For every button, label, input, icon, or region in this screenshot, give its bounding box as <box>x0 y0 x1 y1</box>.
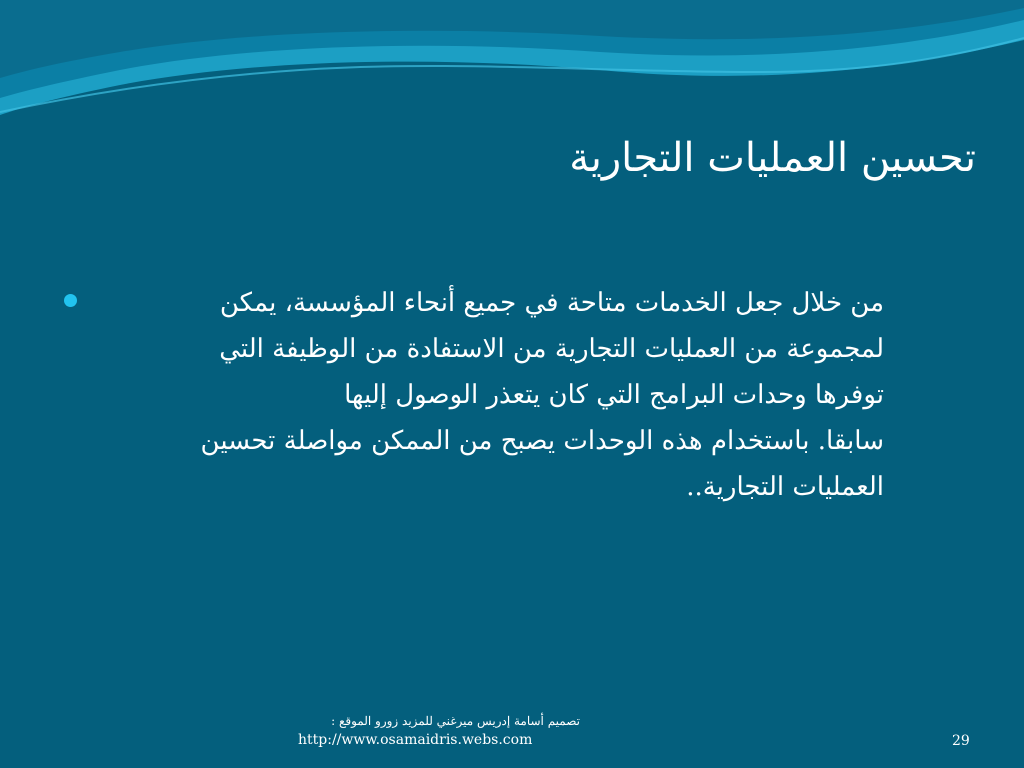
body-line: توفرها وحدات البرامج التي كان يتعذر الوصول إليها <box>344 380 884 410</box>
slide-number: 29 <box>952 733 970 749</box>
body-line: لمجموعة من العمليات التجارية من الاستفادة من الوظيفة التي <box>219 334 884 364</box>
bullet-dot-icon <box>64 294 77 307</box>
slide-body-text <box>84 280 884 510</box>
footer-url-link[interactable]: http://www.osamaidris.webs.com <box>298 732 533 748</box>
body-line: العمليات التجارية.. <box>686 472 884 502</box>
footer <box>298 712 580 750</box>
body-line: سابقا. باستخدام هذه الوحدات يصبح من الممكن مواصلة تحسين <box>200 426 884 456</box>
header-wave-decoration <box>0 0 1024 120</box>
footer-credit: تصميم أسامة إدريس ميرغني للمزيد زورو الموقع : <box>331 714 580 728</box>
slide-title: تحسين العمليات التجارية <box>569 135 976 181</box>
body-line: من خلال جعل الخدمات متاحة في جميع أنحاء المؤسسة، يمكن <box>219 288 884 318</box>
